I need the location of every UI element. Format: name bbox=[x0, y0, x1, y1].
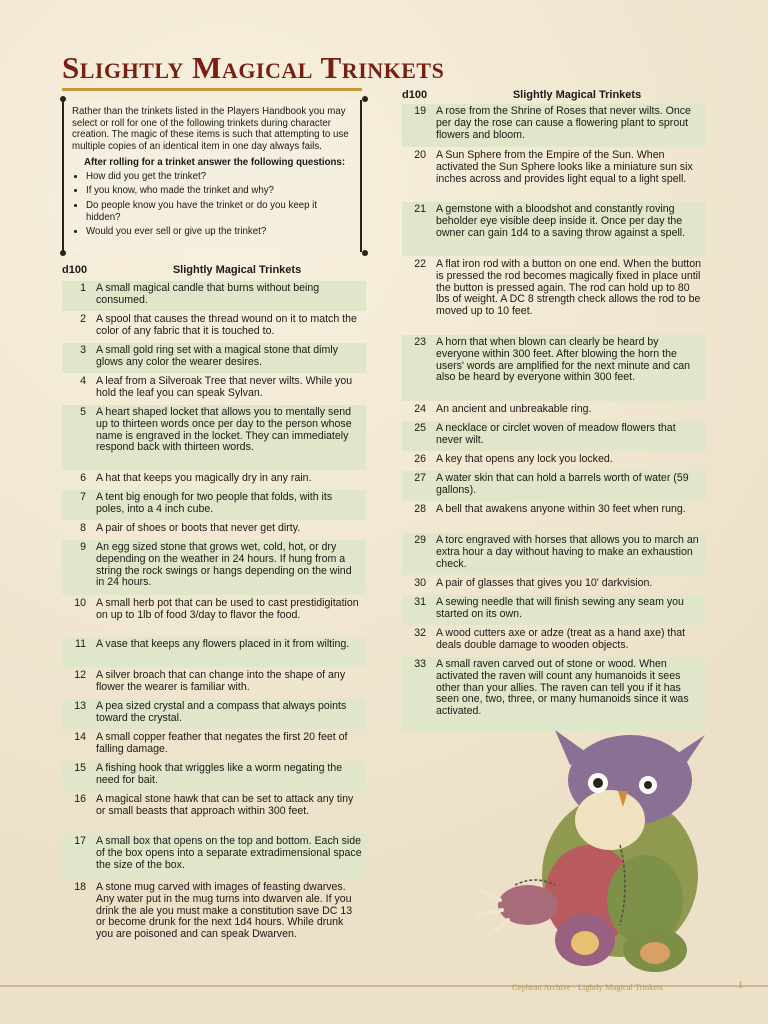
note-heading: After rolling for a trinket answer the following questions: bbox=[84, 156, 346, 168]
trinket-description: A small raven carved out of stone or wood. When activated the raven will count any humanoids it sees other than your allies. The raven can tell you if it has seen one, two, three, or many humanoids since it was activated. bbox=[436, 658, 689, 718]
roll-number: 11 bbox=[75, 638, 86, 650]
trinket-description: A small herb pot that can be used to cast prestidigitation on up to 1lb of food 3/day to flavor the food. bbox=[96, 597, 359, 621]
trinket-description: A horn that when blown can clearly be heard by everyone within 300 feet. After blowing the horn the users' words are amplified for the next minute and can also be heard by everyone within 300 feet. bbox=[436, 336, 691, 384]
roll-number: 23 bbox=[414, 336, 426, 348]
roll-number: 27 bbox=[414, 472, 426, 484]
roll-number: 14 bbox=[74, 731, 86, 743]
table-row bbox=[62, 521, 366, 539]
trinket-description: A small copper feather that negates the first 20 feet of falling damage. bbox=[96, 731, 348, 755]
table-row bbox=[62, 471, 366, 489]
trinket-description: A pair of shoes or boots that never get dirty. bbox=[96, 522, 301, 534]
trinket-description: A necklace or circlet woven of meadow flowers that never wilt. bbox=[436, 422, 676, 446]
roll-number: 33 bbox=[414, 658, 426, 670]
roll-number: 32 bbox=[414, 627, 426, 639]
table-row bbox=[402, 533, 706, 575]
trinket-description: A small magical candle that burns without being consumed. bbox=[96, 282, 320, 306]
die-column-header: d100 bbox=[62, 264, 88, 276]
trinket-description: An egg sized stone that grows wet, cold, hot, or dry depending on the weather in 24 hours. If hung from a string the rock swings or hangs depending on the wind in 24 hours. bbox=[96, 541, 352, 589]
roll-number: 4 bbox=[80, 375, 86, 387]
trinket-description: A leaf from a Silveroak Tree that never wilts. While you hold the leaf you can speak Sylvan. bbox=[96, 375, 353, 399]
table-row bbox=[62, 343, 366, 373]
roll-number: 3 bbox=[80, 344, 86, 356]
roll-number: 22 bbox=[414, 258, 426, 270]
table-row bbox=[402, 148, 706, 201]
table-row bbox=[62, 637, 366, 667]
question-item: • Do people know you have the trinket or do you keep it hidden? bbox=[86, 200, 352, 223]
footer-text: Cephean Archive - Lightly Magical Trinkets bbox=[512, 982, 663, 992]
roll-number: 13 bbox=[74, 700, 86, 712]
table-row bbox=[402, 335, 706, 401]
trinket-description: A stone mug carved with images of feasting dwarves. Any water put in the mug turns into dwarven ale. If you drink the ale you must make a constitution save DC 13 or become drunk for the next 1d4 hours. While drunk you are poisoned and can speak Dwarven. bbox=[96, 881, 353, 941]
trinket-description: A fishing hook that wriggles like a worm negating the need for bait. bbox=[96, 762, 343, 786]
table-row bbox=[62, 699, 366, 729]
trinket-description: A small gold ring set with a magical stone that dimly glows any color the wearer desires. bbox=[96, 344, 339, 368]
table-row bbox=[402, 104, 706, 147]
table-row bbox=[402, 452, 706, 470]
question-list bbox=[72, 171, 352, 239]
trinket-description: A heart shaped locket that allows you to mentally send up to thirteen words once per day to the person whose name is engraved in the locket. They can immediately respond back with thirteen words. bbox=[96, 406, 352, 454]
question-item: • How did you get the trinket? bbox=[86, 171, 352, 183]
roll-number: 1 bbox=[80, 282, 86, 294]
trinket-description: A sewing needle that will finish sewing any seam you started on its own. bbox=[436, 596, 684, 620]
table-row bbox=[402, 421, 706, 451]
table-row bbox=[402, 202, 706, 256]
trinket-description: A Sun Sphere from the Empire of the Sun. When activated the Sun Sphere looks like a miniature sun six inches across and provides light equal to a light spell. bbox=[436, 149, 693, 185]
table-row bbox=[402, 402, 706, 420]
table-row bbox=[62, 880, 366, 954]
table-row bbox=[62, 668, 366, 698]
table-row bbox=[402, 502, 706, 532]
trinket-description: A wood cutters axe or adze (treat as a hand axe) that deals double damage to wooden objects. bbox=[436, 627, 686, 651]
trinket-description: A key that opens any lock you locked. bbox=[436, 453, 613, 465]
trinket-description: A gemstone with a bloodshot and constantly roving beholder eye visible deep inside it. Once per day the owner can gain 1d4 to a saving throw against a spell. bbox=[436, 203, 686, 239]
roll-number: 31 bbox=[414, 596, 426, 608]
table-row bbox=[402, 657, 706, 731]
roll-number: 21 bbox=[414, 203, 426, 215]
table-row bbox=[62, 312, 366, 342]
roll-number: 19 bbox=[414, 105, 426, 117]
roll-number: 16 bbox=[74, 793, 86, 805]
trinket-description: A magical stone hawk that can be set to attack any tiny or small beasts that approach within 300 feet. bbox=[96, 793, 354, 817]
right-table-header bbox=[402, 89, 702, 101]
question-item: • If you know, who made the trinket and why? bbox=[86, 185, 352, 197]
table-row bbox=[62, 730, 366, 760]
table-title-header: Slightly Magical Trinkets bbox=[172, 264, 302, 276]
roll-number: 25 bbox=[414, 422, 426, 434]
table-row bbox=[402, 626, 706, 656]
owlbear-plush-icon bbox=[470, 725, 730, 975]
table-row bbox=[402, 471, 706, 501]
trinket-description: A hat that keeps you magically dry in any rain. bbox=[96, 472, 312, 484]
table-row bbox=[402, 595, 706, 625]
trinket-description: A tent big enough for two people that folds, with its poles, into a 4 inch cube. bbox=[96, 491, 333, 515]
page-number: 1 bbox=[738, 980, 743, 991]
trinket-description: A small box that opens on the top and bottom. Each side of the box opens into a separate extradimensional space the size of the box. bbox=[96, 835, 362, 871]
table-row bbox=[62, 792, 366, 833]
note-intro: Rather than the trinkets listed in the Players Handbook you may select or roll for one of the following trinkets during character creation. The magic of these items is such that attempting to use multiple copies of an identical item in one day always fails. bbox=[72, 106, 349, 153]
roll-number: 7 bbox=[80, 491, 86, 503]
die-column-header: d100 bbox=[402, 89, 428, 101]
table-row bbox=[62, 834, 366, 879]
roll-number: 30 bbox=[414, 577, 426, 589]
trinket-description: A silver broach that can change into the shape of any flower the wearer is familiar with. bbox=[96, 669, 346, 693]
roll-number: 24 bbox=[414, 403, 426, 415]
question-item: • Would you ever sell or give up the trinket? bbox=[86, 226, 352, 238]
table-row bbox=[402, 257, 706, 334]
roll-number: 8 bbox=[80, 522, 86, 534]
title-rule bbox=[62, 88, 362, 91]
roll-number: 6 bbox=[80, 472, 86, 484]
roll-number: 5 bbox=[80, 406, 86, 418]
table-row bbox=[62, 281, 366, 311]
table-row bbox=[62, 761, 366, 791]
roll-number: 20 bbox=[414, 149, 426, 161]
roll-number: 29 bbox=[414, 534, 426, 546]
roll-number: 17 bbox=[74, 835, 86, 847]
roll-number: 28 bbox=[414, 503, 426, 515]
trinket-description: A spool that causes the thread wound on it to match the color of any fabric that it is touched to. bbox=[96, 313, 357, 337]
table-row bbox=[62, 405, 366, 470]
roll-number: 26 bbox=[414, 453, 426, 465]
roll-number: 9 bbox=[80, 541, 86, 553]
table-row bbox=[402, 576, 706, 594]
roll-number: 12 bbox=[74, 669, 86, 681]
trinket-description: A torc engraved with horses that allows you to march an extra hour a day without having to make an exhaustion check. bbox=[436, 534, 699, 570]
trinket-description: A water skin that can hold a barrels worth of water (59 gallons). bbox=[436, 472, 689, 496]
left-table-header bbox=[62, 264, 362, 276]
trinket-description: An ancient and unbreakable ring. bbox=[436, 403, 592, 415]
roll-number: 15 bbox=[74, 762, 86, 774]
trinket-description: A flat iron rod with a button on one end. When the button is pressed the rod becomes magically fixed in place until the button is pressed again. The rod can hold up to 80 lbs of weight. A DC 8 strength check allows the rod to be moved up to 10 feet. bbox=[436, 258, 702, 318]
table-row bbox=[62, 596, 366, 636]
trinket-description: A rose from the Shrine of Roses that never wilts. Once per day the rose can cause a flowering plant to sprout flowers and bloom. bbox=[436, 105, 691, 141]
trinket-description: A pea sized crystal and a compass that always points toward the crystal. bbox=[96, 700, 347, 724]
table-title-header: Slightly Magical Trinkets bbox=[512, 89, 642, 101]
page-title: Slightly Magical Trinkets bbox=[62, 50, 445, 85]
table-row bbox=[62, 540, 366, 595]
roll-number: 10 bbox=[74, 597, 86, 609]
trinket-description: A bell that awakens anyone within 30 feet when rung. bbox=[436, 503, 686, 515]
table-row bbox=[62, 490, 366, 520]
intro-note-box bbox=[62, 100, 362, 252]
roll-number: 18 bbox=[74, 881, 86, 893]
trinket-description: A vase that keeps any flowers placed in it from wilting. bbox=[96, 638, 350, 650]
table-row bbox=[62, 374, 366, 404]
trinket-description: A pair of glasses that gives you 10' darkvision. bbox=[436, 577, 653, 589]
roll-number: 2 bbox=[80, 313, 86, 325]
